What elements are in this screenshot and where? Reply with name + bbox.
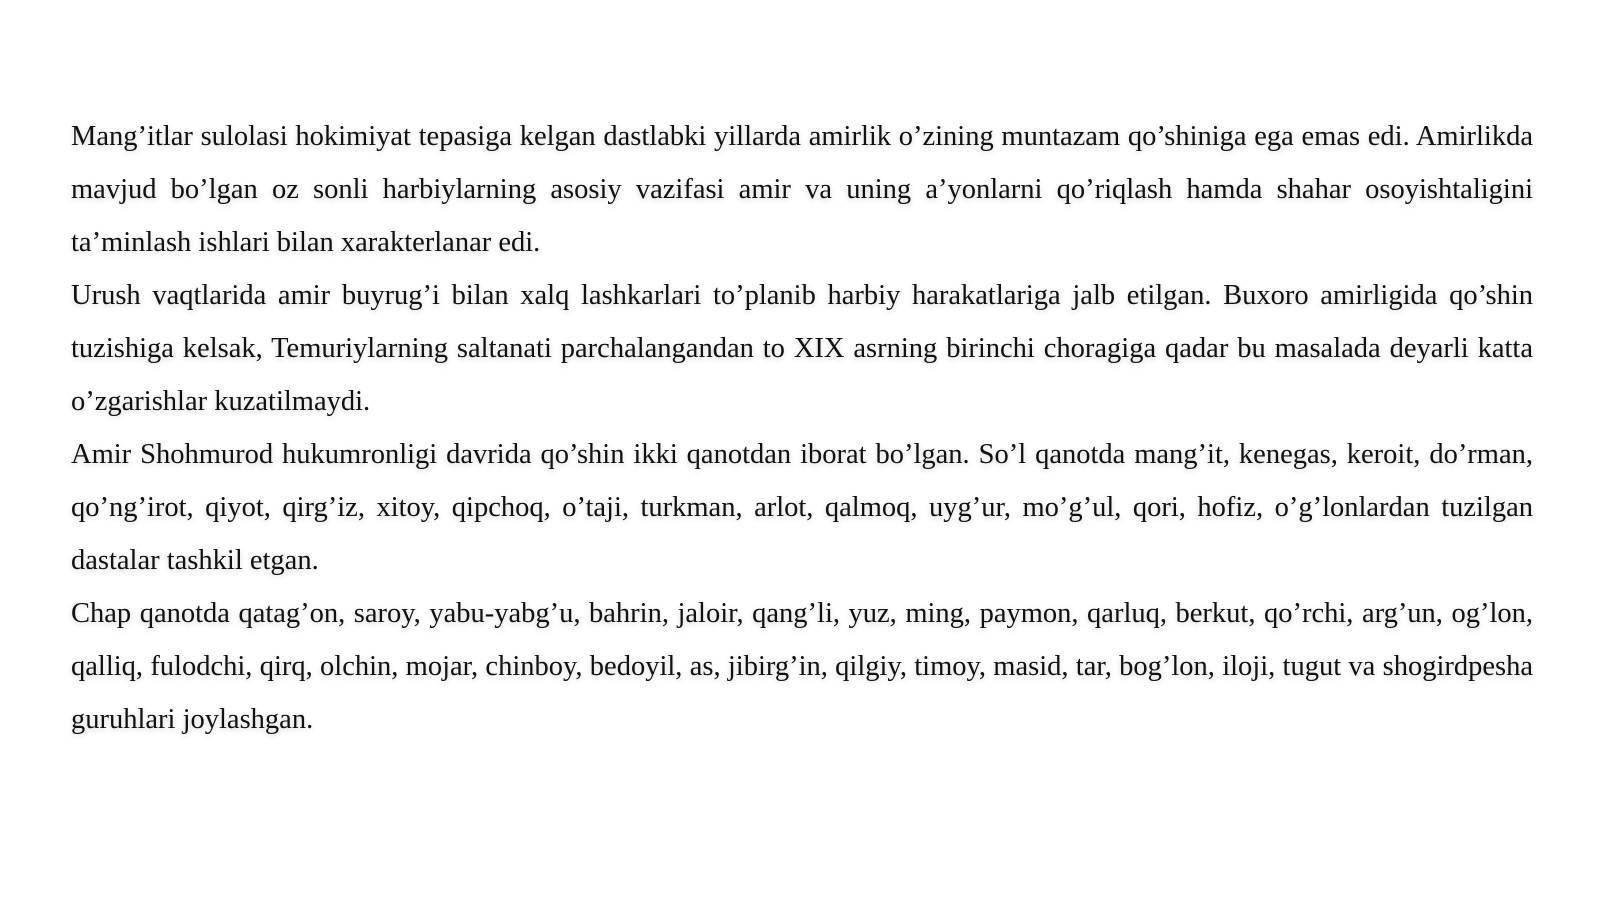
text-block [71, 110, 1533, 746]
paragraph-1: Mang’itlar sulolasi hokimiyat tepasiga kelgan dastlabki yillarda amirlik o’zining muntazam qo’shiniga ega emas edi. Amirlikda mavjud bo’lgan oz sonli harbiylarning asosiy vazifasi amir va uning a’yonlarni qo’riqlash hamda shahar osoyishtaligini ta’minlash ishlari bilan xarakterlanar edi. [71, 121, 1533, 258]
paragraph-2: Urush vaqtlarida amir buyrug’i bilan xalq lashkarlari to’planib harbiy harakatlariga jalb etilgan. Buxoro amirligida qo’shin tuzishiga kelsak, Temuriylarning saltanati parchalangandan to XIX asrning birinchi choragiga qadar bu masalada deyarli katta o’zgarishlar kuzatilmaydi. [71, 280, 1533, 417]
paragraph-3: Amir Shohmurod hukumronligi davrida qo’shin ikki qanotdan iborat bo’lgan. So’l qanotda mang’it, kenegas, keroit, do’rman, qo’ng’irot, qiyot, qirg’iz, xitoy, qipchoq, o’taji, turkman, arlot, qalmoq, uyg’ur, mo’g’ul, qori, hofiz, o’g’lonlardan tuzilgan dastalar tashkil etgan. [71, 439, 1533, 576]
paragraph-4: Chap qanotda qatag’on, saroy, yabu-yabg’u, bahrin, jaloir, qang’li, yuz, ming, paymon, qarluq, berkut, qo’rchi, arg’un, og’lon, qalliq, fulodchi, qirq, olchin, mojar, chinboy, bedoyil, as, jibirg’in, qilgiy, timoy, masid, tar, bog’lon, iloji, tugut va shogirdpesha guruhlari joylashgan. [71, 598, 1533, 735]
